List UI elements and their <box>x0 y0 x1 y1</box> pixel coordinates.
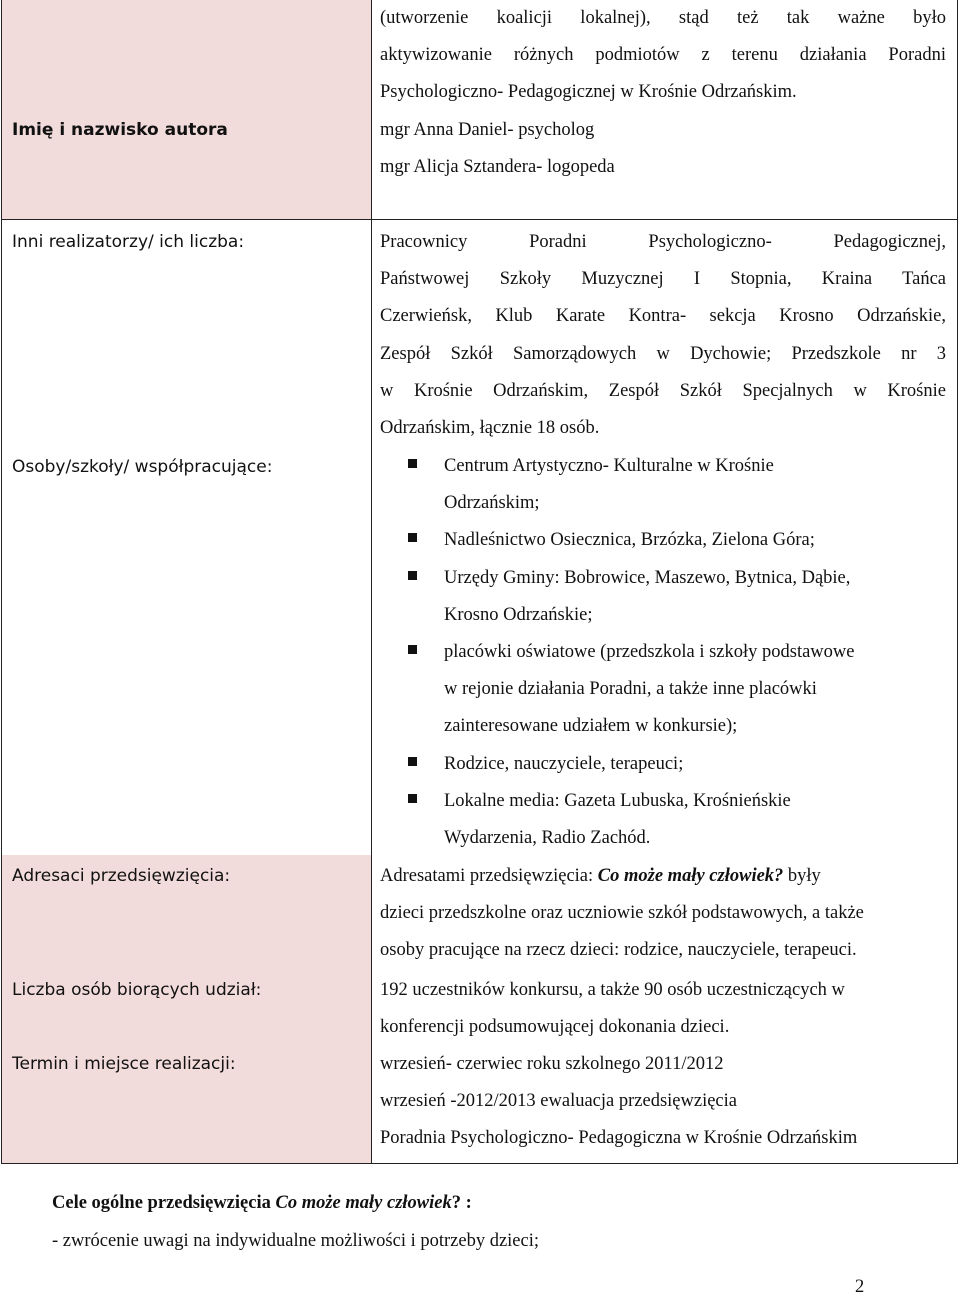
label-others <box>12 232 244 252</box>
list-item-line: zainteresowane udziałem w konkursie); <box>444 716 738 737</box>
others-line: Państwowej Szkoły Muzycznej I Stopnia, Kraina Tańca <box>380 269 946 290</box>
label-bg-bottom <box>1 855 371 1164</box>
bullet-square-icon <box>408 645 417 654</box>
author-line: mgr Alicja Sztandera- logopeda <box>380 157 615 178</box>
list-item-line: Centrum Artystyczno- Kulturalne w Krośnie <box>444 456 774 476</box>
term-line: wrzesień- czerwiec roku szkolnego 2011/2012 <box>380 1054 724 1074</box>
list-item <box>408 522 948 559</box>
bullet-square-icon <box>408 533 417 542</box>
addressees-text <box>380 858 946 970</box>
bullet-square-icon <box>408 757 417 766</box>
label-bg-author <box>1 0 371 219</box>
list-item-line: placówki oświatowe (przedszkola i szkoły podstawowe <box>444 642 855 663</box>
intro-line: (utworzenie koalicji lokalnej), stąd też tak ważne było <box>380 8 946 28</box>
list-item-line: Rodzice, nauczyciele, terapeuci; <box>444 753 684 774</box>
list-item-line: Wydarzenia, Radio Zachód. <box>444 828 651 849</box>
goals-line: - zwrócenie uwagi na indywidualne możliwości i potrzeby dzieci; <box>52 1231 539 1251</box>
addressees-line: dzieci przedszkolne oraz uczniowie szkół podstawowych, a także <box>380 903 864 924</box>
list-item <box>408 783 948 857</box>
list-item-line: w rejonie działania Poradni, a także inne placówki <box>444 679 817 700</box>
others-line: w Krośnie Odrzańskim, Zespół Szkół Specjalnych w Krośnie <box>380 380 946 401</box>
others-text <box>380 224 946 447</box>
intro-text <box>380 0 946 112</box>
list-item <box>408 746 948 783</box>
author-line: mgr Anna Daniel- psycholog <box>380 120 595 140</box>
page-number: 2 <box>855 1277 865 1297</box>
table-border-left <box>1 0 2 1164</box>
label-author: Imię i nazwisko autora <box>12 120 228 140</box>
label-term: Termin i miejsce realizacji: <box>12 1054 236 1074</box>
table-border-right <box>957 0 958 1164</box>
label-participants: Liczba osób biorących udział: <box>12 980 262 1000</box>
term-line: Poradnia Psychologiczno- Pedagogiczna w Krośnie Odrzańskim <box>380 1128 858 1149</box>
intro-line: aktywizowanie różnych podmiotów z terenu działania Poradni <box>380 45 946 66</box>
goals-heading-a: Cele ogólne przedsięwzięcia <box>52 1193 276 1213</box>
intro-line: Psychologiczno- Pedagogicznej w Krośnie Odrzańskim. <box>380 82 797 103</box>
term-text <box>380 1046 946 1158</box>
list-item-line: Odrzańskim; <box>444 493 540 514</box>
bullet-square-icon <box>408 794 417 803</box>
goals-heading-italic: Co może mały człowiek <box>275 1193 452 1213</box>
participants-line: 192 uczestników konkursu, a także 90 osób uczestniczących w <box>380 980 845 1000</box>
bullet-square-icon <box>408 571 417 580</box>
list-item-line: Krosno Odrzańskie; <box>444 604 593 625</box>
author-text <box>380 112 946 186</box>
goals-heading <box>52 1193 472 1214</box>
list-item <box>408 634 948 746</box>
partners-list <box>408 448 948 857</box>
table-divider <box>371 0 372 1164</box>
others-line: Pracownicy Poradni Psychologiczno- Pedagogicznej, <box>380 232 946 252</box>
label-addressees: Adresaci przedsięwzięcia: <box>12 866 231 886</box>
project-title-italic: Co może mały człowiek? <box>597 866 784 886</box>
participants-line: konferencji podsumowującej dokonania dzieci. <box>380 1017 730 1038</box>
list-item <box>408 560 948 634</box>
others-line: Czerwieńsk, Klub Karate Kontra- sekcja Krosno Odrzańskie, <box>380 306 946 327</box>
label-others-a: Inni realizatorzy <box>12 232 149 252</box>
row-separator <box>1 219 958 220</box>
addressees-line: osoby pracujące na rzecz dzieci: rodzice, nauczyciele, terapeuci. <box>380 940 857 961</box>
others-line: Odrzańskim, łącznie 18 osób. <box>380 417 600 438</box>
addressees-line1-c: były <box>783 866 821 886</box>
label-partners: Osoby/szkoły/ współpracujące: <box>12 457 273 477</box>
list-item-line: Lokalne media: Gazeta Lubuska, Krośnieńskie <box>444 790 791 811</box>
list-item <box>408 448 948 522</box>
bullet-square-icon <box>408 459 417 468</box>
goals-heading-c: ? : <box>451 1193 472 1213</box>
addressees-line <box>380 858 946 895</box>
label-others-b: / ich liczba: <box>148 232 245 252</box>
term-line: wrzesień -2012/2013 ewaluacja przedsięwzięcia <box>380 1091 737 1112</box>
participants-text <box>380 972 946 1046</box>
list-item-line: Urzędy Gminy: Bobrowice, Maszewo, Bytnica, Dąbie, <box>444 567 851 588</box>
table-border-bottom <box>1 1163 958 1164</box>
addressees-line1-a: Adresatami przedsięwzięcia: <box>380 866 598 886</box>
others-line: Zespół Szkół Samorządowych w Dychowie; Przedszkole nr 3 <box>380 343 946 364</box>
list-item-line: Nadleśnictwo Osiecznica, Brzózka, Zielona Góra; <box>444 530 815 551</box>
